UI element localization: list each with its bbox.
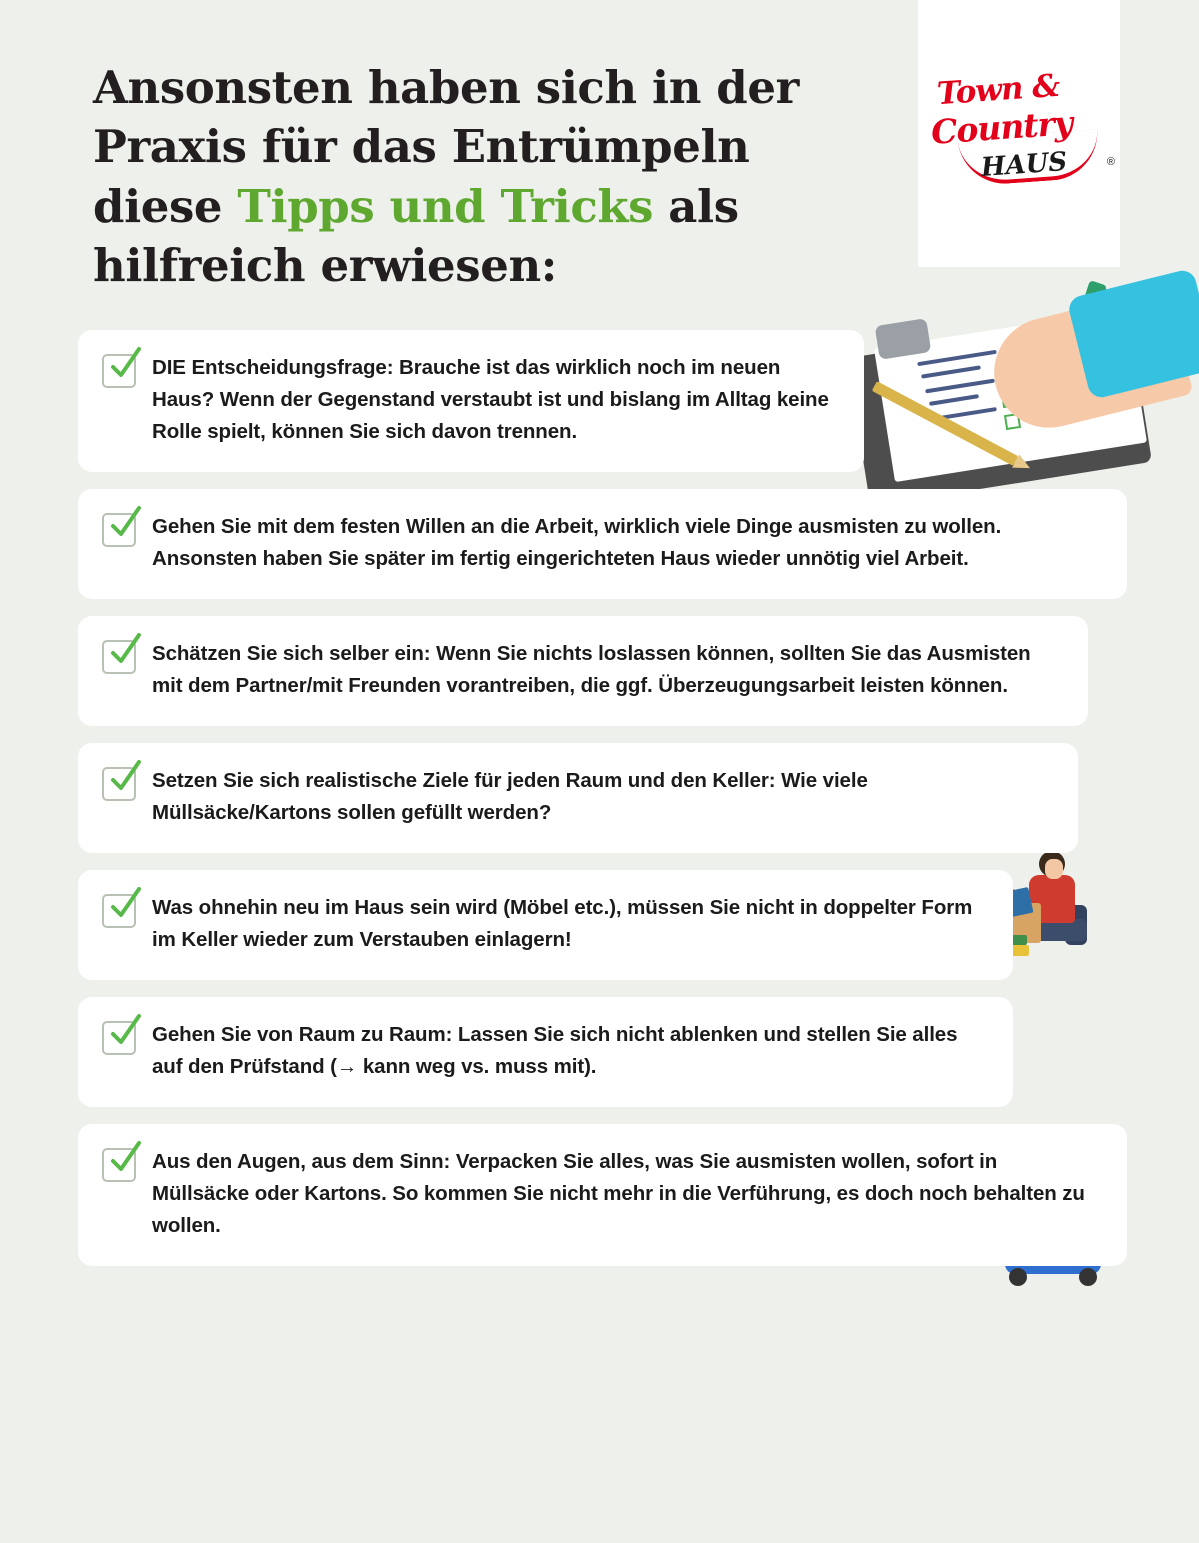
tip-text: Was ohnehin neu im Haus sein wird (Möbel etc.), müssen Sie nicht in doppelter Form im Keller wieder zum Verstauben einlagern! (152, 895, 973, 951)
list-item (78, 489, 1127, 599)
check-icon (102, 1148, 136, 1182)
check-icon (102, 513, 136, 547)
logo-line-haus: HAUS (980, 146, 1069, 183)
list-item (78, 1124, 1127, 1266)
list-item (78, 616, 1088, 726)
list-item (78, 330, 864, 472)
list-item (78, 870, 1013, 980)
check-icon (102, 894, 136, 928)
logo-line-country: Country (929, 102, 1074, 152)
check-icon (102, 767, 136, 801)
tip-text: Gehen Sie von Raum zu Raum: Lassen Sie sich nicht ablenken und stellen Sie alles auf den Prüfstand (→ kann weg vs. muss mit). (152, 1022, 958, 1078)
list-item (78, 743, 1078, 853)
headline-part-2: als hilfreich erwiesen: (93, 179, 739, 293)
tip-text: Gehen Sie mit dem festen Willen an die Arbeit, wirklich viele Dinge ausmisten zu wollen. Ansonsten haben Sie später im fertig eingerichteten Haus wieder unnötig viel Arbeit. (152, 514, 1002, 570)
logo-line-town: Town & (935, 67, 1061, 112)
brand-logo (918, 0, 1120, 267)
header (0, 0, 1199, 330)
registered-trademark-icon: ® (1106, 155, 1115, 168)
page-title (93, 58, 883, 296)
list-item (78, 997, 1013, 1107)
tip-text: Schätzen Sie sich selber ein: Wenn Sie nichts loslassen können, sollten Sie das Ausmisten mit dem Partner/mit Freunden vorantreiben, die ggf. Überzeugungsarbeit leisten können. (152, 641, 1031, 697)
tip-text: DIE Entscheidungsfrage: Brauche ist das wirklich noch im neuen Haus? Wenn der Gegenstand verstaubt ist und bislang im Alltag keine Rolle spielt, können Sie sich davon trennen. (152, 356, 829, 443)
check-icon (102, 640, 136, 674)
tip-text: Setzen Sie sich realistische Ziele für jeden Raum und den Keller: Wie viele Müllsäcke/Kartons sollen gefüllt werden? (152, 768, 868, 824)
check-icon (102, 1021, 136, 1055)
check-icon (102, 354, 136, 388)
headline-accent: Tipps und Tricks (237, 179, 654, 233)
headline-part-1: Ansonsten haben sich in der Praxis für das Entrümpeln diese (93, 61, 799, 233)
tip-text: Aus den Augen, aus dem Sinn: Verpacken Sie alles, was Sie ausmisten wollen, sofort in Müllsäcke oder Kartons. So kommen Sie nicht mehr in die Verführung, es doch noch behalten zu wollen. (152, 1149, 1085, 1237)
